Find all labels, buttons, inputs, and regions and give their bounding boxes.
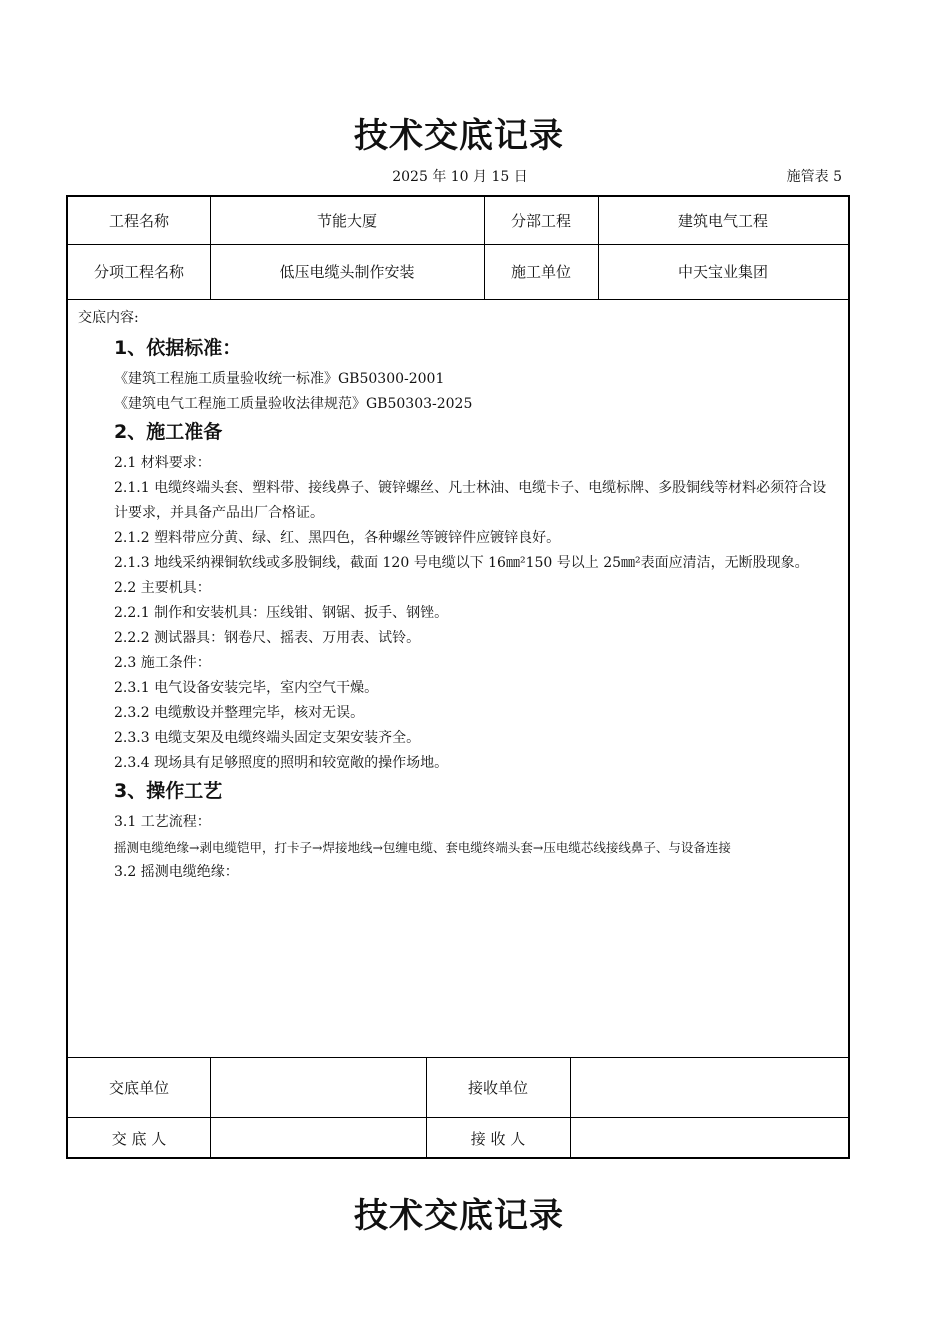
issuer-label: 交 底 人 <box>111 1129 167 1148</box>
row-divider <box>68 299 848 300</box>
document-date: 2025 年 10 月 15 日 <box>392 169 528 185</box>
issuer-unit-field[interactable] <box>210 1057 426 1117</box>
receiver-field[interactable] <box>570 1117 848 1159</box>
standard-line: 《建筑电气工程施工质量验收法律规范》GB50303-2025 <box>114 396 473 412</box>
section-2-title: 2、施工准备 <box>114 421 223 443</box>
section-1-title: 1、依据标准： <box>114 337 242 359</box>
division-value: 建筑电气工程 <box>677 212 768 230</box>
prep-line: 2.1.3 地线采纳裸铜软线或多股铜线，截面 120 号电缆以下 16㎜²150 号以上 25㎜²表面应清洁，无断股现象。 <box>114 555 809 571</box>
section-3-title: 3、操作工艺 <box>114 780 223 802</box>
prep-line: 2.1.2 塑料带应分黄、绿、红、黑四色，各种螺丝等镀锌件应镀锌良好。 <box>114 530 561 546</box>
process-line: 3.2 摇测电缆绝缘： <box>114 864 239 880</box>
project-name-value: 节能大厦 <box>316 212 377 230</box>
process-flow: 摇测电缆绝缘→剥电缆铠甲，打卡子→焊接地线→包缠电缆、套电缆终端头套→压电缆芯线接线鼻子、与设备连接 <box>114 840 731 855</box>
subitem-value: 低压电缆头制作安装 <box>279 263 415 281</box>
prep-line: 2.2.1 制作和安装机具：压线钳、钢锯、扳手、钢锉。 <box>114 605 449 621</box>
prep-line: 2.2.2 测试器具：钢卷尺、摇表、万用表、试铃。 <box>114 630 421 646</box>
receiver-unit-label: 接收单位 <box>467 1078 528 1097</box>
receiver-label: 接 收 人 <box>470 1129 526 1148</box>
contractor-value: 中天宝业集团 <box>677 263 768 281</box>
prep-line: 2.1.1 电缆终端头套、塑料带、接线鼻子、镀锌螺丝、凡士林油、电缆卡子、电缆标牌、多股铜线等材料必须符合设计要求，并具备产品出厂合格证。 <box>114 480 827 521</box>
subitem-label: 分项工程名称 <box>93 263 184 281</box>
disclosure-form <box>66 195 850 1159</box>
prep-line: 2.3.2 电缆敷设并整理完毕，核对无误。 <box>114 705 365 721</box>
division-label: 分部工程 <box>510 212 571 230</box>
contractor-label: 施工单位 <box>510 263 571 281</box>
process-line: 3.1 工艺流程： <box>114 814 211 830</box>
prep-line: 2.3.3 电缆支架及电缆终端头固定支架安装齐全。 <box>114 730 421 746</box>
prep-line: 2.3.1 电气设备安装完毕，室内空气干燥。 <box>114 680 379 696</box>
form-number: 施管表 5 <box>786 169 842 185</box>
disclosure-content <box>78 309 840 885</box>
content-lead: 交底内容: <box>78 310 139 326</box>
issuer-unit-label: 交底单位 <box>108 1078 169 1097</box>
issuer-field[interactable] <box>210 1117 426 1159</box>
receiver-unit-field[interactable] <box>570 1057 848 1117</box>
prep-line: 2.1 材料要求： <box>114 455 211 471</box>
prep-line: 2.3.4 现场具有足够照度的照明和较宽敞的操作场地。 <box>114 755 449 771</box>
project-name-label: 工程名称 <box>108 212 169 230</box>
document-title: 技术交底记录 <box>354 116 564 156</box>
prep-line: 2.3 施工条件： <box>114 655 211 671</box>
prep-line: 2.2 主要机具： <box>114 580 211 596</box>
document-title-repeat: 技术交底记录 <box>354 1196 564 1236</box>
standard-line: 《建筑工程施工质量验收统一标准》GB50300-2001 <box>114 371 445 387</box>
